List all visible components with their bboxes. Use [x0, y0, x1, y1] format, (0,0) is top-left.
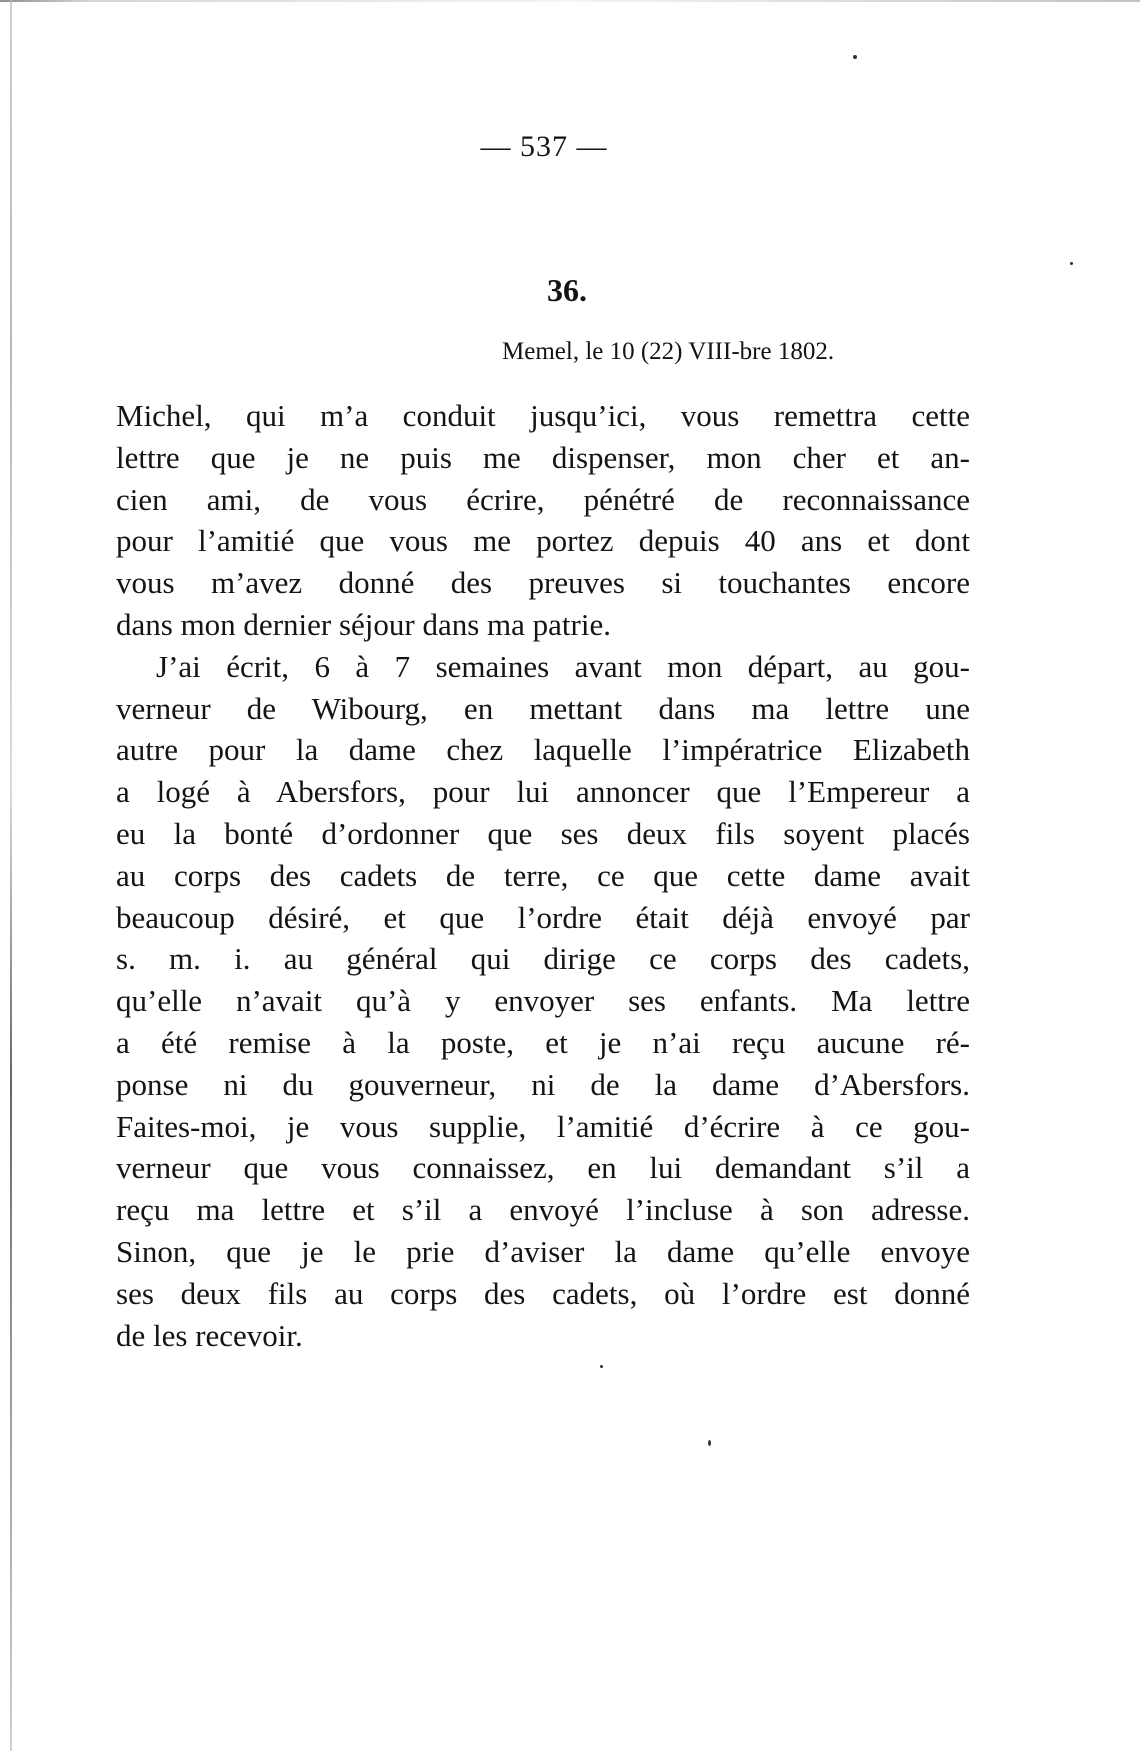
text-line: beaucoup désiré, et que l’ordre était déjà envoyé par: [116, 899, 970, 935]
text-line: lettre que je ne puis me dispenser, mon cher et an-: [116, 439, 970, 475]
text-line: s. m. i. au général qui dirige ce corps des cadets,: [116, 941, 970, 977]
scan-speck: [600, 1365, 603, 1368]
text-line: de les recevoir.: [116, 1317, 303, 1353]
scan-speck: [853, 55, 857, 59]
text-line: J’ai écrit, 6 à 7 semaines avant mon départ, au gou-: [156, 648, 970, 684]
text-line: Michel, qui m’a conduit jusqu’ici, vous remettra cette: [116, 398, 970, 433]
page-number: — 537 —: [480, 130, 608, 163]
text-line: ses deux fils au corps des cadets, où l’ordre est donné: [116, 1275, 970, 1311]
text-line: Sinon, que je le prie d’aviser la dame qu’elle envoye: [116, 1233, 970, 1269]
text-line: au corps des cadets de terre, ce que cette dame avait: [116, 857, 970, 893]
text-line: eu la bonté d’ordonner que ses deux fils soyent placés: [116, 815, 970, 851]
letter-number: 36.: [547, 272, 587, 308]
text-line: verneur que vous connaissez, en lui demandant s’il a: [116, 1150, 970, 1186]
scan-edge-top: [0, 0, 1140, 2]
text-line: cien ami, de vous écrire, pénétré de reconnaissance: [116, 481, 970, 517]
text-line: ponse ni du gouverneur, ni de la dame d’Abersfors.: [116, 1066, 970, 1102]
text-line: reçu ma lettre et s’il a envoyé l’incluse à son adresse.: [116, 1192, 970, 1228]
scan-speck: [1070, 262, 1073, 265]
scan-speck: [708, 1440, 711, 1446]
text-line: autre pour la dame chez laquelle l’impératrice Elizabeth: [116, 732, 970, 768]
text-line: pour l’amitié que vous me portez depuis 40 ans et dont: [116, 523, 970, 559]
text-line: qu’elle n’avait qu’à y envoyer ses enfants. Ma lettre: [116, 983, 970, 1019]
dateline: Memel, le 10 (22) VIII-bre 1802.: [502, 338, 835, 365]
scan-edge-left: [10, 0, 12, 1751]
text-line: verneur de Wibourg, en mettant dans ma lettre une: [116, 690, 970, 726]
text-line: dans mon dernier séjour dans ma patrie.: [116, 606, 611, 642]
text-line: Faites-moi, je vous supplie, l’amitié d’écrire à ce gou-: [116, 1108, 970, 1144]
text-line: a été remise à la poste, et je n’ai reçu aucune ré-: [116, 1024, 970, 1060]
letter-body: [116, 395, 970, 1356]
text-line: vous m’avez donné des preuves si touchantes encore: [116, 565, 970, 601]
text-line: a logé à Abersfors, pour lui annoncer que l’Empereur a: [116, 774, 970, 810]
